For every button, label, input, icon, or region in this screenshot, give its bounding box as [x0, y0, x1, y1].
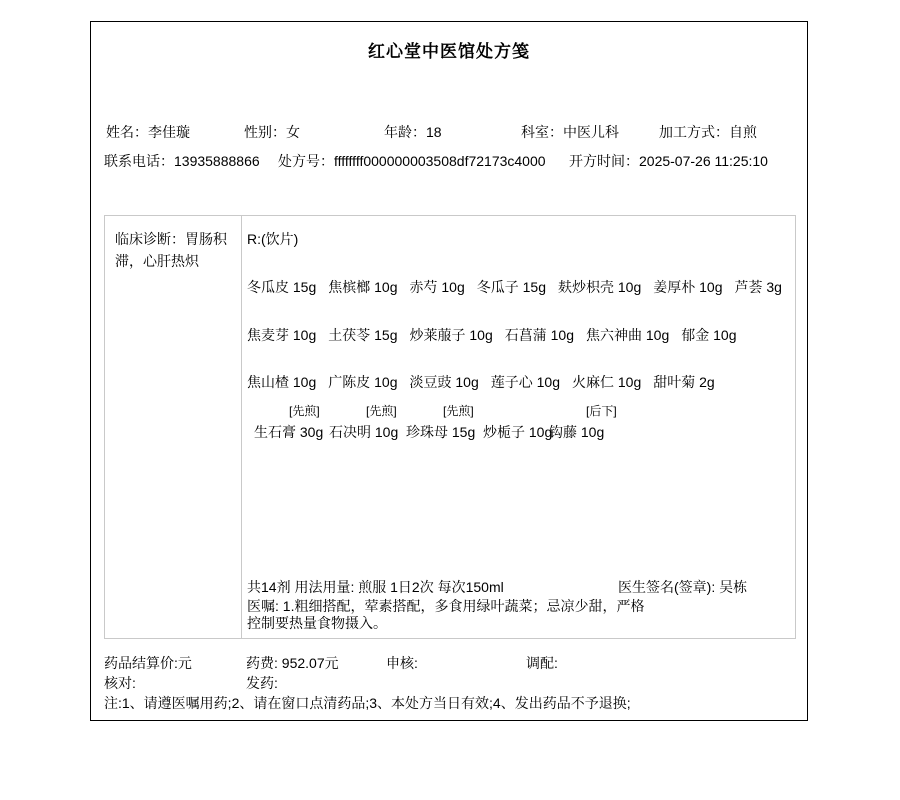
settlement-price-field: 药品结算价:元 [104, 655, 192, 671]
medical-advice-line2: 控制要热量食物摄入。 [247, 615, 387, 631]
medicine-item: 焦山楂 10g [247, 374, 317, 390]
dispense-field: 调配: [526, 655, 558, 671]
patient-gender-label: 性别： [244, 124, 286, 140]
medicine-item: 炒栀子 10g [483, 424, 553, 440]
prescription-number-field [278, 151, 546, 171]
medicine-item: 广陈皮 10g [328, 374, 398, 390]
medicine-area [242, 216, 795, 638]
issue-field: 发药: [246, 675, 278, 691]
review-field: 申核: [386, 655, 418, 671]
prescription-number-label: 处方号： [278, 153, 334, 169]
medicine-item: 土茯苓 15g [328, 327, 398, 343]
decoct-first-tag: [先煎] [289, 404, 320, 418]
processing-method-value: 自煎 [729, 124, 757, 140]
phone-value: 13935888866 [174, 153, 260, 169]
prescription-box [104, 215, 796, 639]
medicine-item: 甜叶菊 2g [653, 374, 715, 390]
prescription-time-label: 开方时间： [569, 153, 639, 169]
clinical-diagnosis: 临床诊断：胃肠积滞，心肝热炽 [105, 216, 242, 638]
medicine-row-2 [247, 325, 737, 345]
dosage-usage: 共14剂 用法用量: 煎服 1日2次 每次150ml [247, 579, 504, 595]
medicine-item: 赤芍 10g [409, 279, 465, 295]
patient-age-label: 年龄： [384, 124, 426, 140]
prescription-number-value: ffffffff000000003508df72173c4000 [334, 153, 546, 169]
medical-advice-line1: 医嘱: 1.粗细搭配，荤素搭配，多食用绿叶蔬菜；忌凉少甜，严格 [247, 598, 645, 614]
medicine-item: 炒莱菔子 10g [409, 327, 493, 343]
rx-header: R:(饮片) [247, 231, 299, 247]
medicine-item: 冬瓜子 15g [476, 279, 546, 295]
doctor-signature: 医生签名(签章): 吴栋 [618, 579, 748, 595]
medicine-item: 冬瓜皮 15g [247, 279, 317, 295]
decoct-first-tag: [先煎] [366, 404, 397, 418]
drug-fee-field: 药费: 952.07元 [246, 655, 339, 671]
prescription-sheet [90, 21, 808, 721]
medicine-item: 姜厚朴 10g [653, 279, 723, 295]
footer-note: 注:1、请遵医嘱用药;2、请在窗口点清药品;3、本处方当日有效;4、发出药品不予退换; [104, 695, 631, 711]
medicine-item: 焦麦芽 10g [247, 327, 317, 343]
medicine-item: 焦槟榔 10g [328, 279, 398, 295]
department-field [521, 122, 619, 142]
patient-name-label: 姓名： [106, 124, 148, 140]
department-label: 科室： [521, 124, 563, 140]
medicine-item: 莲子心 10g [490, 374, 560, 390]
decoct-first-tag: [先煎] [443, 404, 474, 418]
medicine-item: 珍珠母 15g [406, 424, 476, 440]
page-title: 红心堂中医馆处方笺 [368, 42, 530, 61]
patient-name-field [106, 122, 190, 142]
medicine-item: 石决明 10g [329, 424, 399, 440]
patient-age-value: 18 [426, 124, 442, 140]
processing-method-field [659, 122, 757, 142]
medicine-item: 火麻仁 10g [572, 374, 642, 390]
patient-name-value: 李佳璇 [148, 124, 190, 140]
medicine-item: 郁金 10g [681, 327, 737, 343]
medicine-item: 生石膏 30g [254, 424, 324, 440]
medicine-item: 芦荟 3g [734, 279, 782, 295]
medicine-item: 麸炒枳壳 10g [558, 279, 642, 295]
department-value: 中医儿科 [563, 124, 619, 140]
prescription-time-value: 2025-07-26 11:25:10 [639, 153, 768, 169]
check-field: 核对: [104, 675, 136, 691]
patient-age-field [384, 122, 442, 142]
medicine-row-1 [247, 277, 782, 297]
medicine-item: 淡豆豉 10g [409, 374, 479, 390]
prescription-time-field [569, 151, 768, 171]
patient-gender-field [244, 122, 300, 142]
patient-gender-value: 女 [286, 124, 300, 140]
medicine-item: 钩藤 10g [549, 424, 605, 440]
medicine-item: 石菖蒲 10g [504, 327, 574, 343]
medicine-row-3 [247, 372, 715, 392]
phone-field [104, 151, 260, 171]
add-later-tag: [后下] [586, 404, 617, 418]
phone-label: 联系电话： [104, 153, 174, 169]
medicine-item: 焦六神曲 10g [586, 327, 670, 343]
processing-method-label: 加工方式： [659, 124, 729, 140]
